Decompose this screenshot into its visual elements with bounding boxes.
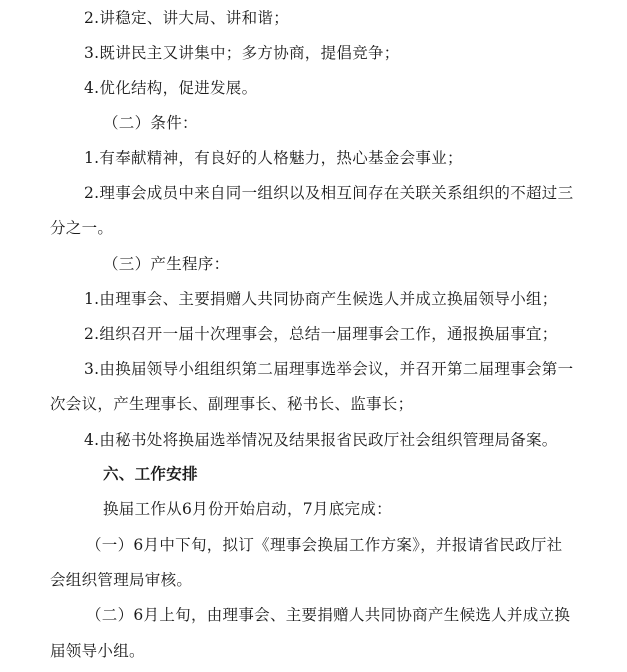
text-line-9: 1.由理事会、主要捐赠人共同协商产生候选人并成立换届领导小组； [84,290,558,308]
text-line-13: 4.由秘书处将换届选举情况及结果报省民政厅社会组织管理局备案。 [84,431,558,449]
text-line-11: 3.由换届领导小组组织第二届理事选举会议，并召开第二届理事会第一 [84,360,574,378]
section-heading-work-arrangement: 六、工作安排 [103,464,198,483]
text-line-6: 2.理事会成员中来自同一组织以及相互间存在关联关系组织的不超过三 [84,184,574,202]
text-line-16: （一）6月中下旬，拟订《理事会换届工作方案》，并报请省民政厅社 [86,536,563,554]
text-line-10: 2.组织召开一届十次理事会，总结一届理事会工作，通报换届事宜； [84,325,558,343]
text-line-19: 届领导小组。 [50,642,145,660]
text-line-7: 分之一。 [50,219,114,237]
text-line-5: 1.有奉献精神，有良好的人格魅力，热心基金会事业； [84,149,463,167]
text-line-15: 换届工作从6月份开始启动，7月底完成： [103,500,392,518]
subheading-procedure: （三）产生程序： [103,255,230,273]
subheading-conditions: （二）条件： [103,114,198,132]
text-line-1: 2.讲稳定、讲大局、讲和谐； [84,9,289,27]
text-line-18: （二）6月上旬，由理事会、主要捐赠人共同协商产生候选人并成立换 [86,606,571,624]
text-line-17: 会组织管理局审核。 [50,571,193,589]
text-line-12: 次会议，产生理事长、副理事长、秘书长、监事长； [50,395,414,413]
text-line-3: 4.优化结构，促进发展。 [84,79,258,97]
text-line-2: 3.既讲民主又讲集中；多方协商，提倡竞争； [84,44,400,62]
